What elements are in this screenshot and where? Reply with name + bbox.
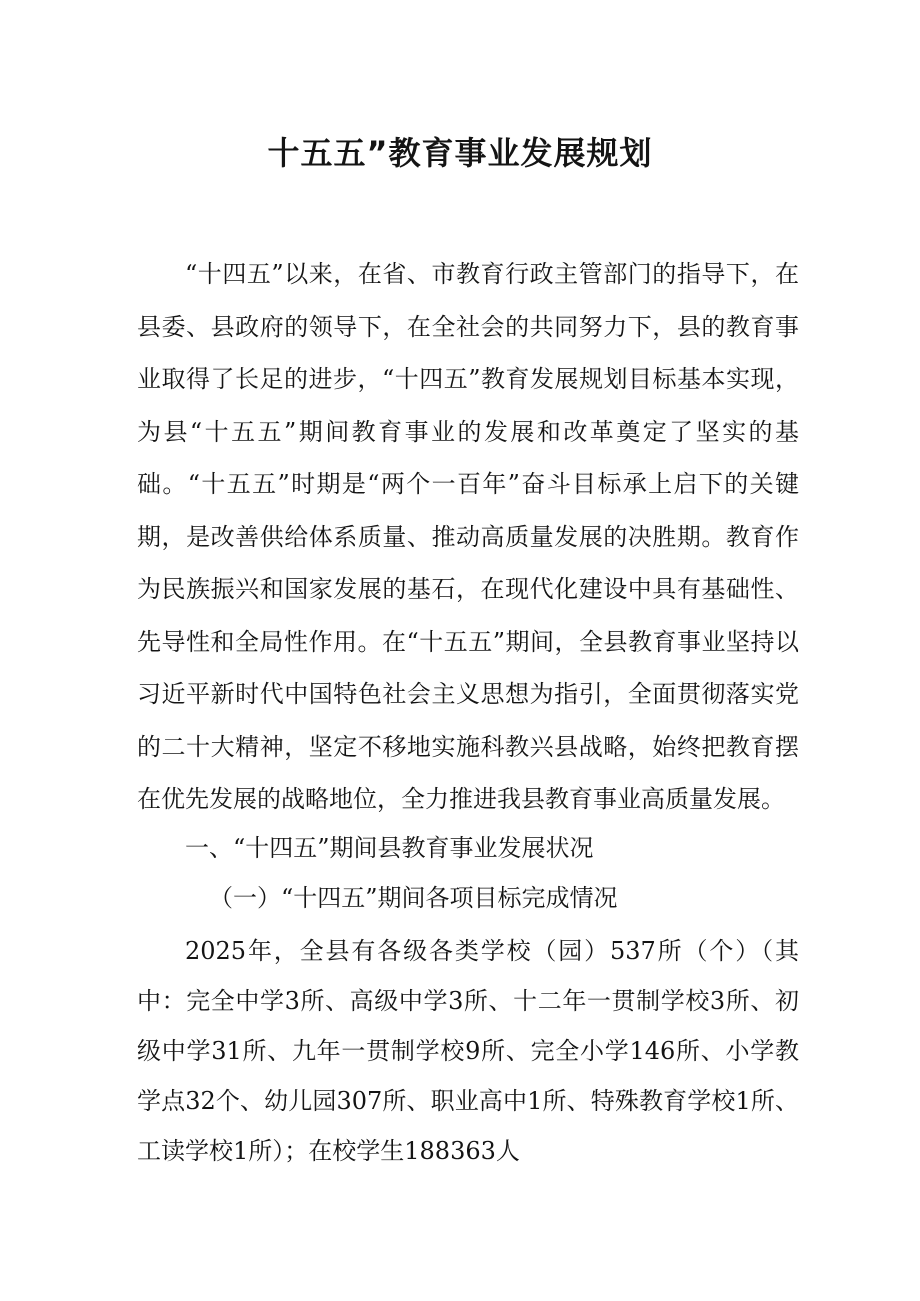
stats-paragraph: 2025年，全县有各级各类学校（园）537所（个）（其中：完全中学3所、高级中学3所、十二年一贯制学校3所、初级中学31所、九年一贯制学校9所、完全小学146所、小学教学点32个、幼儿园307所、职业高中1所、特殊教育学校1所、工读学校1所）；在校学生188363人 bbox=[137, 936, 799, 1165]
document-title: 十五五”教育事业发展规划 bbox=[267, 134, 653, 172]
document-body bbox=[137, 248, 799, 1176]
section-heading: 一、“十四五”期间县教育事业发展状况 bbox=[185, 833, 594, 862]
subsection-heading: （一）“十四五”期间各项目标完成情况 bbox=[209, 883, 618, 912]
intro-paragraph: “十四五”以来，在省、市教育行政主管部门的指导下，在县委、县政府的领导下，在全社会的共同努力下，县的教育事业取得了长足的进步，“十四五”教育发展规划目标基本实现，为县“十五五”期间教育事业的发展和改革奠定了坚实的基础。“十五五”时期是“两个一百年”奋斗目标承上启下的关键期，是改善供给体系质量、推动高质量发展的决胜期。教育作为民族振兴和国家发展的基石，在现代化建设中具有基础性、先导性和全局性作用。在“十五五”期间，全县教育事业坚持以习近平新时代中国特色社会主义思想为指引，全面贯彻落实党的二十大精神，坚定不移地实施科教兴县战略，始终把教育摆在优先发展的战略地位，全力推进我县教育事业高质量发展。 bbox=[137, 260, 799, 813]
